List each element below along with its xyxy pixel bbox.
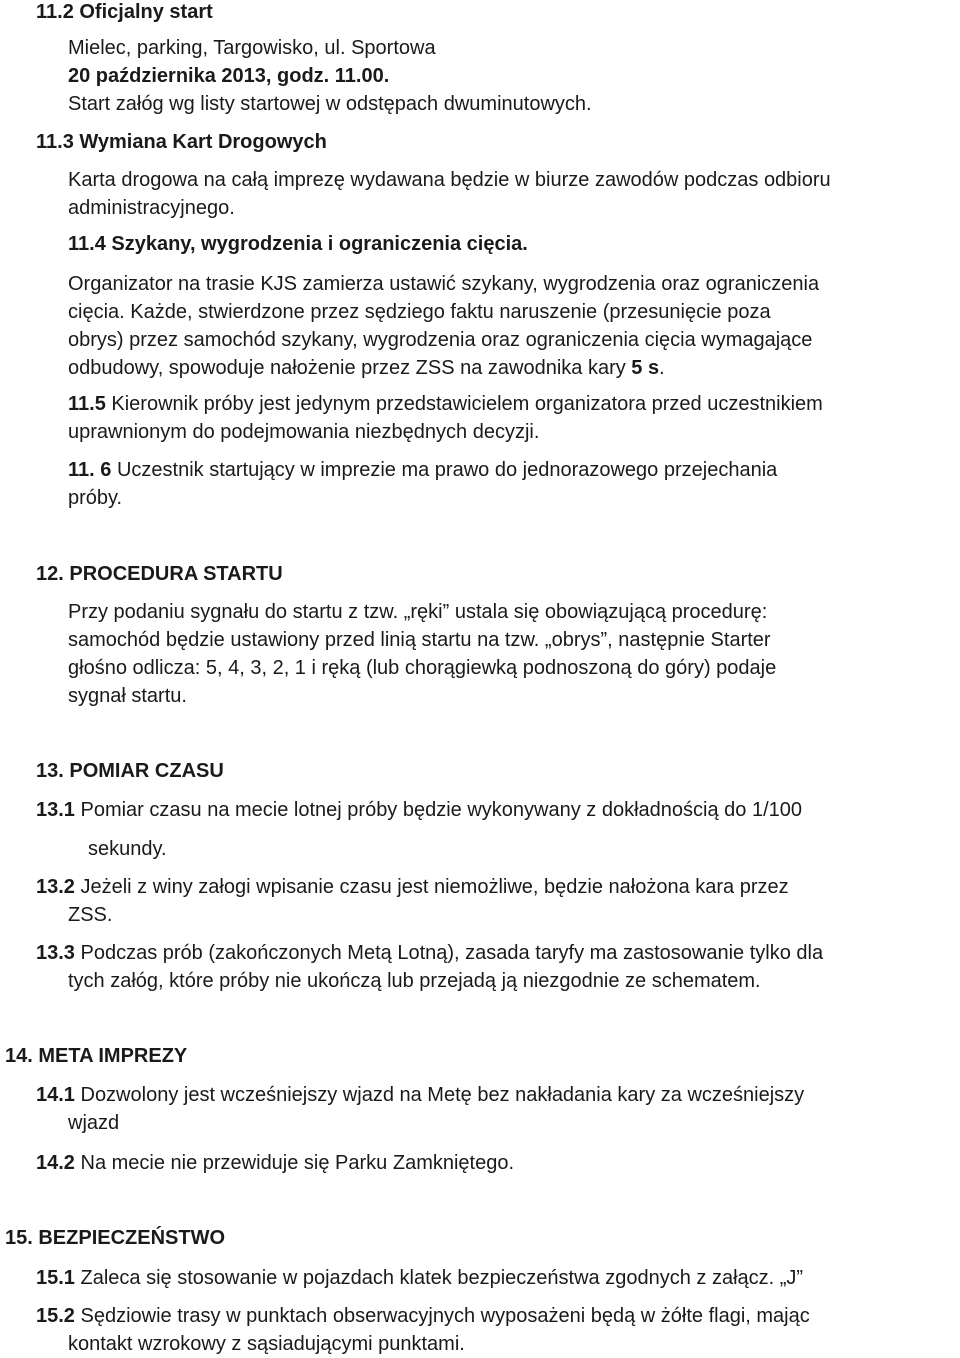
- section-12-body: [68, 598, 776, 710]
- section-13-1: [36, 796, 802, 824]
- section-15-2-cont: kontakt wzrokowy z sąsiadującymi punktami.: [68, 1333, 465, 1355]
- body-line: Mielec, parking, Targowisko, ul. Sportowa: [68, 37, 436, 59]
- body-text: Podczas prób (zakończonych Metą Lotną), zasada taryfy ma zastosowanie tylko dla: [74, 942, 824, 964]
- body-text: Na mecie nie przewiduje się Parku Zamkniętego.: [74, 1152, 515, 1174]
- section-11-3-heading: 11.3 Wymiana Kart Drogowych: [36, 131, 327, 153]
- body-line: Start załóg wg listy startowej w odstępach dwuminutowych.: [68, 93, 592, 115]
- section-13-2: [36, 873, 789, 901]
- body-text: .: [659, 357, 665, 379]
- body-line: głośno odlicza: 5, 4, 3, 2, 1 i ręką (lub chorągiewką podnoszoną do góry) podaje: [68, 657, 777, 679]
- item-number: 14.2: [36, 1152, 75, 1174]
- item-number: 11.5: [68, 393, 106, 415]
- item-number: 13.2: [36, 876, 75, 898]
- section-14-heading: 14. META IMPREZY: [5, 1045, 188, 1067]
- item-number: 13.1: [36, 799, 75, 821]
- body-line: Organizator na trasie KJS zamierza ustawić szykany, wygrodzenia oraz ograniczenia: [68, 273, 820, 295]
- section-15-heading: 15. BEZPIECZEŃSTWO: [5, 1227, 226, 1249]
- section-11-6: [68, 456, 777, 512]
- section-11-2-body: [68, 34, 592, 118]
- body-line: cięcia. Każde, stwierdzone przez sędziego faktu naruszenie (przesunięcie poza: [68, 301, 771, 323]
- body-line: próby.: [68, 487, 123, 509]
- body-text: Sędziowie trasy w punktach obserwacyjnych wyposażeni będą w żółte flagi, mając: [74, 1305, 810, 1327]
- section-11-3-body: [68, 166, 831, 222]
- section-12-heading: 12. PROCEDURA STARTU: [36, 563, 283, 585]
- section-13-3-cont: tych załóg, które próby nie ukończą lub przejadą ją niezgodnie ze schematem.: [68, 970, 761, 992]
- body-line: uprawnionym do podejmowania niezbędnych decyzji.: [68, 421, 540, 443]
- body-line: administracyjnego.: [68, 197, 235, 219]
- body-line-date: 20 października 2013, godz. 11.00.: [68, 65, 390, 87]
- item-number: 15.2: [36, 1305, 75, 1327]
- section-13-heading: 13. POMIAR CZASU: [36, 760, 224, 782]
- section-13-1-cont: sekundy.: [88, 838, 167, 860]
- penalty-value: 5 s: [631, 357, 660, 379]
- body-line: sygnał startu.: [68, 685, 187, 707]
- body-line: [68, 354, 819, 382]
- section-14-1-cont: wjazd: [68, 1112, 120, 1134]
- item-number: 11. 6: [68, 459, 112, 481]
- item-number: 13.3: [36, 942, 75, 964]
- section-13-3: [36, 939, 823, 967]
- section-13-2-cont: ZSS.: [68, 904, 113, 926]
- body-text: Pomiar czasu na mecie lotnej próby będzie wykonywany z dokładnością do 1/100: [74, 799, 803, 821]
- body-line: Przy podaniu sygnału do startu z tzw. „ręki” ustala się obowiązującą procedurę:: [68, 601, 768, 623]
- body-text: odbudowy, spowoduje nałożenie przez ZSS na zawodnika kary: [68, 357, 632, 379]
- section-11-2-heading: 11.2 Oficjalny start: [36, 1, 213, 23]
- body-text: Kierownik próby jest jedynym przedstawicielem organizatora przed uczestnikiem: [105, 393, 823, 415]
- section-11-5: [68, 390, 823, 446]
- body-line: samochód będzie ustawiony przed linią startu na tzw. „obrys”, następnie Starter: [68, 629, 771, 651]
- section-14-1: [36, 1081, 804, 1109]
- section-15-1: [36, 1264, 803, 1292]
- section-14-2: [36, 1149, 514, 1177]
- body-line: Karta drogowa na całą imprezę wydawana będzie w biurze zawodów podczas odbioru: [68, 169, 831, 191]
- body-text: Uczestnik startujący w imprezie ma prawo do jednorazowego przejechania: [111, 459, 778, 481]
- body-line: obrys) przez samochód szykany, wygrodzenia oraz ograniczenia cięcia wymagające: [68, 329, 813, 351]
- section-15-2: [36, 1302, 810, 1330]
- section-11-4-body: [68, 270, 819, 382]
- body-text: Jeżeli z winy załogi wpisanie czasu jest niemożliwe, będzie nałożona kara przez: [74, 876, 789, 898]
- body-text: Dozwolony jest wcześniejszy wjazd na Metę bez nakładania kary za wcześniejszy: [74, 1084, 805, 1106]
- item-number: 15.1: [36, 1267, 75, 1289]
- item-number: 14.1: [36, 1084, 75, 1106]
- body-text: Zaleca się stosowanie w pojazdach klatek bezpieczeństwa zgodnych z załącz. „J”: [74, 1267, 804, 1289]
- section-11-4-heading: 11.4 Szykany, wygrodzenia i ograniczenia cięcia.: [68, 233, 528, 255]
